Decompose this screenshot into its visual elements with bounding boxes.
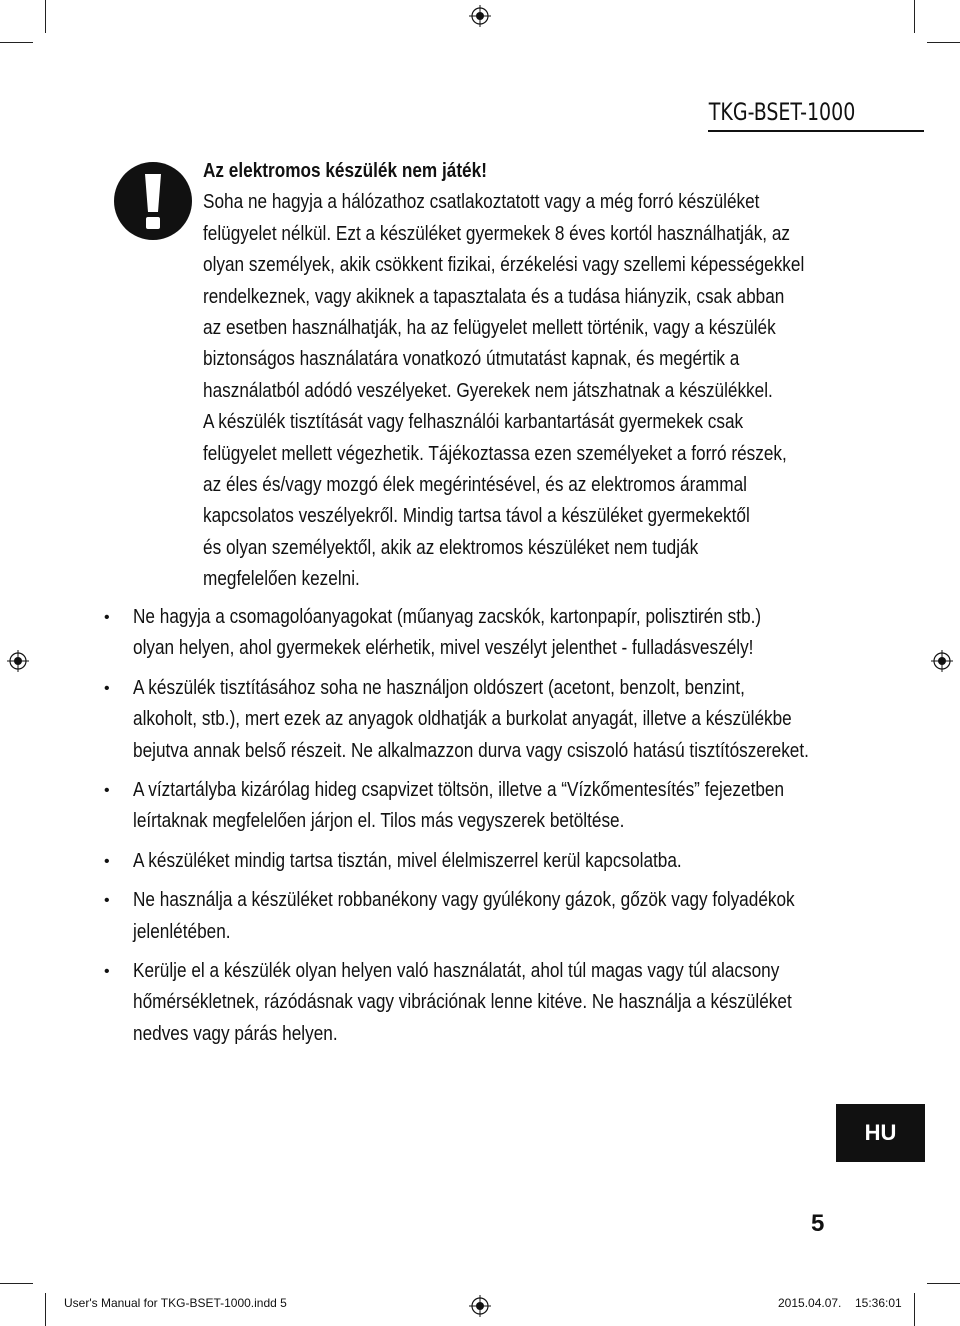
warning-line: kapcsolatos veszélyekről. Mindig tartsa távol a készüléket gyermekektől (203, 505, 750, 528)
list-item-line: Ne hagyja a csomagolóanyagokat (műanyag zacskók, kartonpapír, polisztirén stb.) (133, 606, 762, 628)
warning-line: és olyan személyektől, akik az elektromos készüléket nem tudják (203, 536, 699, 559)
crosshair-registration-icon (469, 1295, 491, 1317)
crop-mark (914, 0, 915, 33)
crop-mark (927, 1283, 960, 1284)
crop-mark (914, 1293, 915, 1326)
bullet-icon: • (104, 892, 110, 910)
crop-mark (0, 1283, 33, 1284)
language-tab (836, 1104, 925, 1162)
exclamation-circle-icon (114, 162, 192, 240)
bullet-icon: • (104, 963, 110, 981)
bullet-icon: • (104, 679, 110, 697)
bullet-icon: • (104, 609, 110, 626)
crosshair-registration-icon (7, 650, 29, 672)
warning-title: Az elektromos készülék nem játék! (203, 160, 487, 182)
footer-file-name: User's Manual for TKG-BSET-1000.indd 5 (64, 1296, 287, 1310)
list-item (94, 673, 954, 767)
list-item (94, 846, 954, 877)
warning-line: az esetben használhatják, ha az felügyelet mellett történik, vagy a készülék (203, 317, 776, 340)
warning-line: az éles és/vagy mozgó élek megérintésével, és az elektromos árammal (203, 474, 747, 497)
list-item-line: nedves vagy párás helyen. (133, 1022, 338, 1045)
list-item-line: A készüléket mindig tartsa tisztán, mivel élelmiszerrel kerül kapcsolatba. (133, 849, 682, 872)
warning-line: rendelkeznek, vagy akiknek a tapasztalata és a tudása hiányzik, csak abban (203, 285, 785, 308)
warning-line: felügyelet mellett végezhetik. Tájékoztassa ezen személyeket a forró részek, (203, 442, 787, 465)
bullet-icon: • (104, 782, 110, 800)
warning-line: olyan személyek, akik csökkent fizikai, érzékelési vagy szellemi képességekkel (203, 254, 805, 277)
list-item-line: A víztartályba kizárólag hideg csapvizet töltsön, illetve a “Vízkőmentesítés” fejezetben (133, 779, 785, 802)
crop-mark (45, 1293, 46, 1326)
crop-mark (927, 42, 960, 43)
list-item (94, 602, 954, 665)
crop-mark (45, 0, 46, 33)
list-item-line: bejutva annak belső részeit. Ne alkalmazzon durva vagy csiszoló hatású tisztítószereket. (133, 739, 809, 762)
footer-date: 2015.04.07. (778, 1296, 842, 1310)
list-item (94, 885, 954, 948)
list-item-line: alkoholt, stb.), mert ezek az anyagok oldhatják a burkolat anyagát, illetve a készülékbe (133, 708, 792, 731)
list-item-line: leírtaknak megfelelően járjon el. Tilos más vegyszerek betöltése. (133, 810, 625, 833)
warning-line: A készülék tisztítását vagy felhasználói karbantartását gyermekek csak (203, 411, 744, 434)
list-item-line: olyan helyen, ahol gyermekek elérhetik, mivel veszélyt jelenthet - fulladásveszély! (133, 637, 754, 660)
list-item (94, 775, 954, 838)
warning-line: felügyelet nélkül. Ezt a készüléket gyermekek 8 éves kortól használhatják, az (203, 222, 791, 245)
list-item (94, 956, 954, 1050)
list-item-line: A készülék tisztításához soha ne használjon oldószert (acetont, benzolt, benzint, (133, 676, 745, 699)
crosshair-registration-icon (469, 5, 491, 27)
model-number: TKG-BSET-1000 (708, 98, 856, 126)
warning-line: megfelelően kezelni. (203, 568, 360, 591)
warning-block (203, 156, 857, 596)
warning-line: használatból adódó veszélyeket. Gyerekek nem játszhatnak a készülékkel. (203, 379, 773, 402)
crop-mark (0, 42, 33, 43)
list-item-line: Ne használja a készüléket robbanékony vagy gyúlékony gázok, gőzök vagy folyadékok (133, 889, 795, 912)
list-item-line: Kerülje el a készülék olyan helyen való használatát, ahol túl magas vagy túl alacsony (133, 960, 780, 983)
bullet-icon: • (104, 852, 110, 870)
list-item-line: hőmérsékletnek, rázódásnak vagy vibrációnak lenne kitéve. Ne használja a készüléket (133, 991, 792, 1014)
safety-bullet-list (94, 602, 954, 1058)
header-rule (708, 130, 924, 132)
language-code: HU (864, 1120, 897, 1145)
page-number: 5 (811, 1210, 825, 1237)
warning-line: biztonságos használatára vonatkozó útmutatást kapnak, és megértik a (203, 348, 740, 371)
warning-line: Soha ne hagyja a hálózathoz csatlakoztatott vagy a még forró készüléket (203, 191, 760, 214)
list-item-line: jelenlétében. (133, 920, 231, 943)
footer-time: 15:36:01 (855, 1296, 902, 1310)
